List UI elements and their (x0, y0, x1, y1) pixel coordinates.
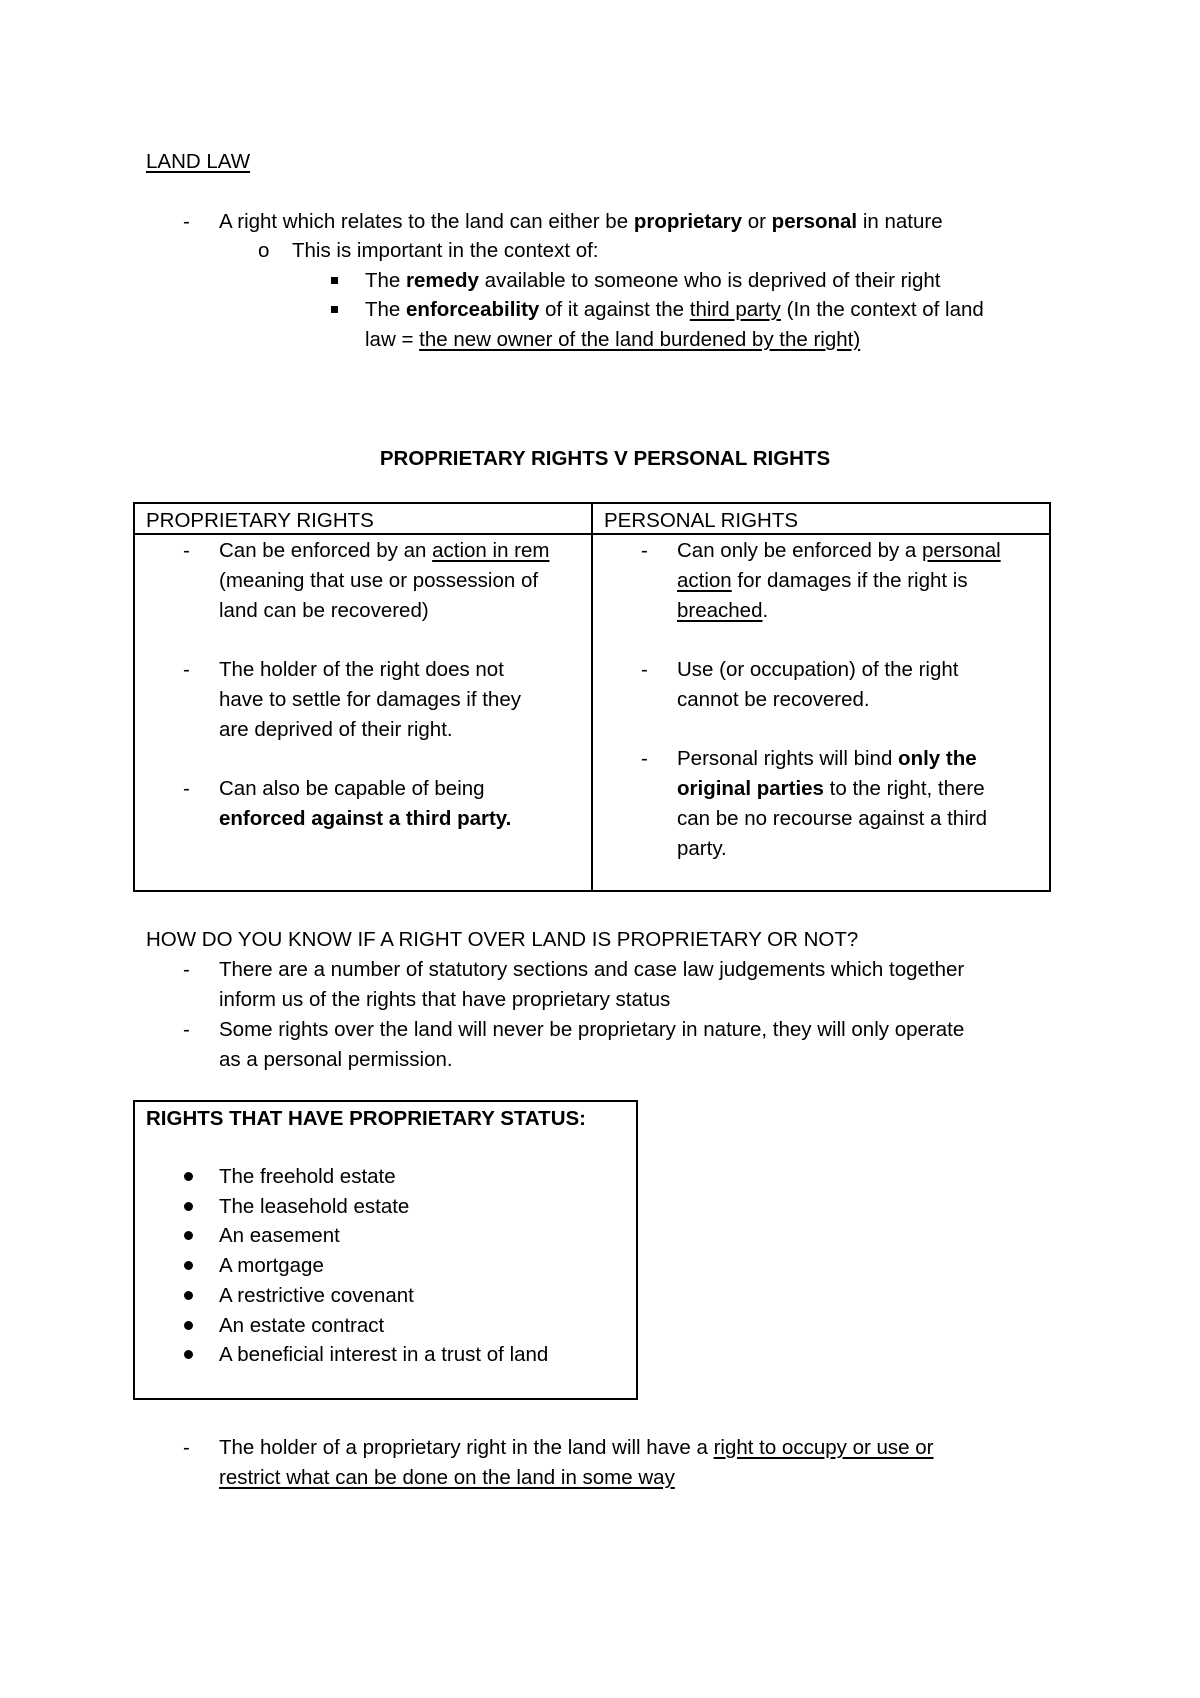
how-point-2-cont: as a personal permission. (219, 1048, 453, 1071)
bullet-dot (184, 1231, 193, 1240)
left-point-1-cont: land can be recovered) (219, 599, 429, 622)
intro-line: A right which relates to the land can either be proprietary or personal in nature (219, 210, 943, 233)
enforceability-line: The enforceability of it against the third party (In the context of land (365, 298, 984, 321)
status-item: An estate contract (219, 1314, 385, 1337)
status-item: The freehold estate (219, 1165, 396, 1188)
left-point-1-cont: (meaning that use or possession of (219, 569, 539, 592)
right-point-3: Personal rights will bind only the (677, 747, 977, 770)
left-point-2-cont: have to settle for damages if they (219, 688, 521, 711)
enforceability-line-cont: law = the new owner of the land burdened by the right) (365, 328, 861, 351)
square-bullet (331, 306, 338, 313)
dash-bullet: - (641, 539, 648, 562)
table-header-personal: PERSONAL RIGHTS (604, 509, 799, 532)
right-point-1-cont: action for damages if the right is (677, 569, 968, 592)
square-bullet (331, 277, 338, 284)
left-point-2: The holder of the right does not (219, 658, 504, 681)
final-point-cont: restrict what can be done on the land in some way (219, 1466, 675, 1489)
final-point: The holder of a proprietary right in the land will have a right to occupy or use or (219, 1436, 934, 1459)
how-point-1: There are a number of statutory sections and case law judgements which together (219, 958, 965, 981)
intro-sub-line: This is important in the context of: (292, 239, 599, 262)
dash-bullet: - (183, 958, 190, 981)
dash-bullet: - (641, 658, 648, 681)
page-title: LAND LAW (146, 150, 251, 173)
bullet-dot (184, 1172, 193, 1181)
bullet-dot (184, 1291, 193, 1300)
right-point-1-cont: breached. (677, 599, 769, 622)
dash-bullet: - (183, 1436, 190, 1459)
bullet-dot (184, 1321, 193, 1330)
section-question: HOW DO YOU KNOW IF A RIGHT OVER LAND IS PROPRIETARY OR NOT? (146, 928, 859, 951)
remedy-line: The remedy available to someone who is deprived of their right (365, 269, 941, 292)
left-point-2-cont: are deprived of their right. (219, 718, 453, 741)
dash-bullet: - (641, 747, 648, 770)
status-item: A beneficial interest in a trust of land (219, 1343, 549, 1366)
dash-bullet: - (183, 1018, 190, 1041)
dash-bullet: - (183, 210, 190, 233)
right-point-3-cont: party. (677, 837, 727, 860)
right-point-1: Can only be enforced by a personal (677, 539, 1001, 562)
how-point-2: Some rights over the land will never be proprietary in nature, they will only operate (219, 1018, 965, 1041)
dash-bullet: - (183, 539, 190, 562)
bullet-dot (184, 1261, 193, 1270)
left-point-1: Can be enforced by an action in rem (219, 539, 550, 562)
status-item: A restrictive covenant (219, 1284, 414, 1307)
left-point-3: Can also be capable of being (219, 777, 485, 800)
right-point-2: Use (or occupation) of the right (677, 658, 959, 681)
table-column-divider (591, 502, 593, 892)
dash-bullet: - (183, 658, 190, 681)
right-point-3-cont: original parties to the right, there (677, 777, 985, 800)
circle-bullet: o (258, 239, 270, 262)
bullet-dot (184, 1350, 193, 1359)
dash-bullet: - (183, 777, 190, 800)
left-point-3-cont: enforced against a third party. (219, 807, 512, 830)
how-point-1-cont: inform us of the rights that have proprietary status (219, 988, 671, 1011)
status-box-heading: RIGHTS THAT HAVE PROPRIETARY STATUS: (146, 1107, 586, 1130)
bullet-dot (184, 1202, 193, 1211)
status-item: A mortgage (219, 1254, 324, 1277)
table-heading: PROPRIETARY RIGHTS V PERSONAL RIGHTS (379, 447, 831, 470)
table-header-proprietary: PROPRIETARY RIGHTS (146, 509, 374, 532)
status-item: The leasehold estate (219, 1195, 410, 1218)
right-point-3-cont: can be no recourse against a third (677, 807, 987, 830)
status-item: An easement (219, 1224, 340, 1247)
right-point-2-cont: cannot be recovered. (677, 688, 870, 711)
